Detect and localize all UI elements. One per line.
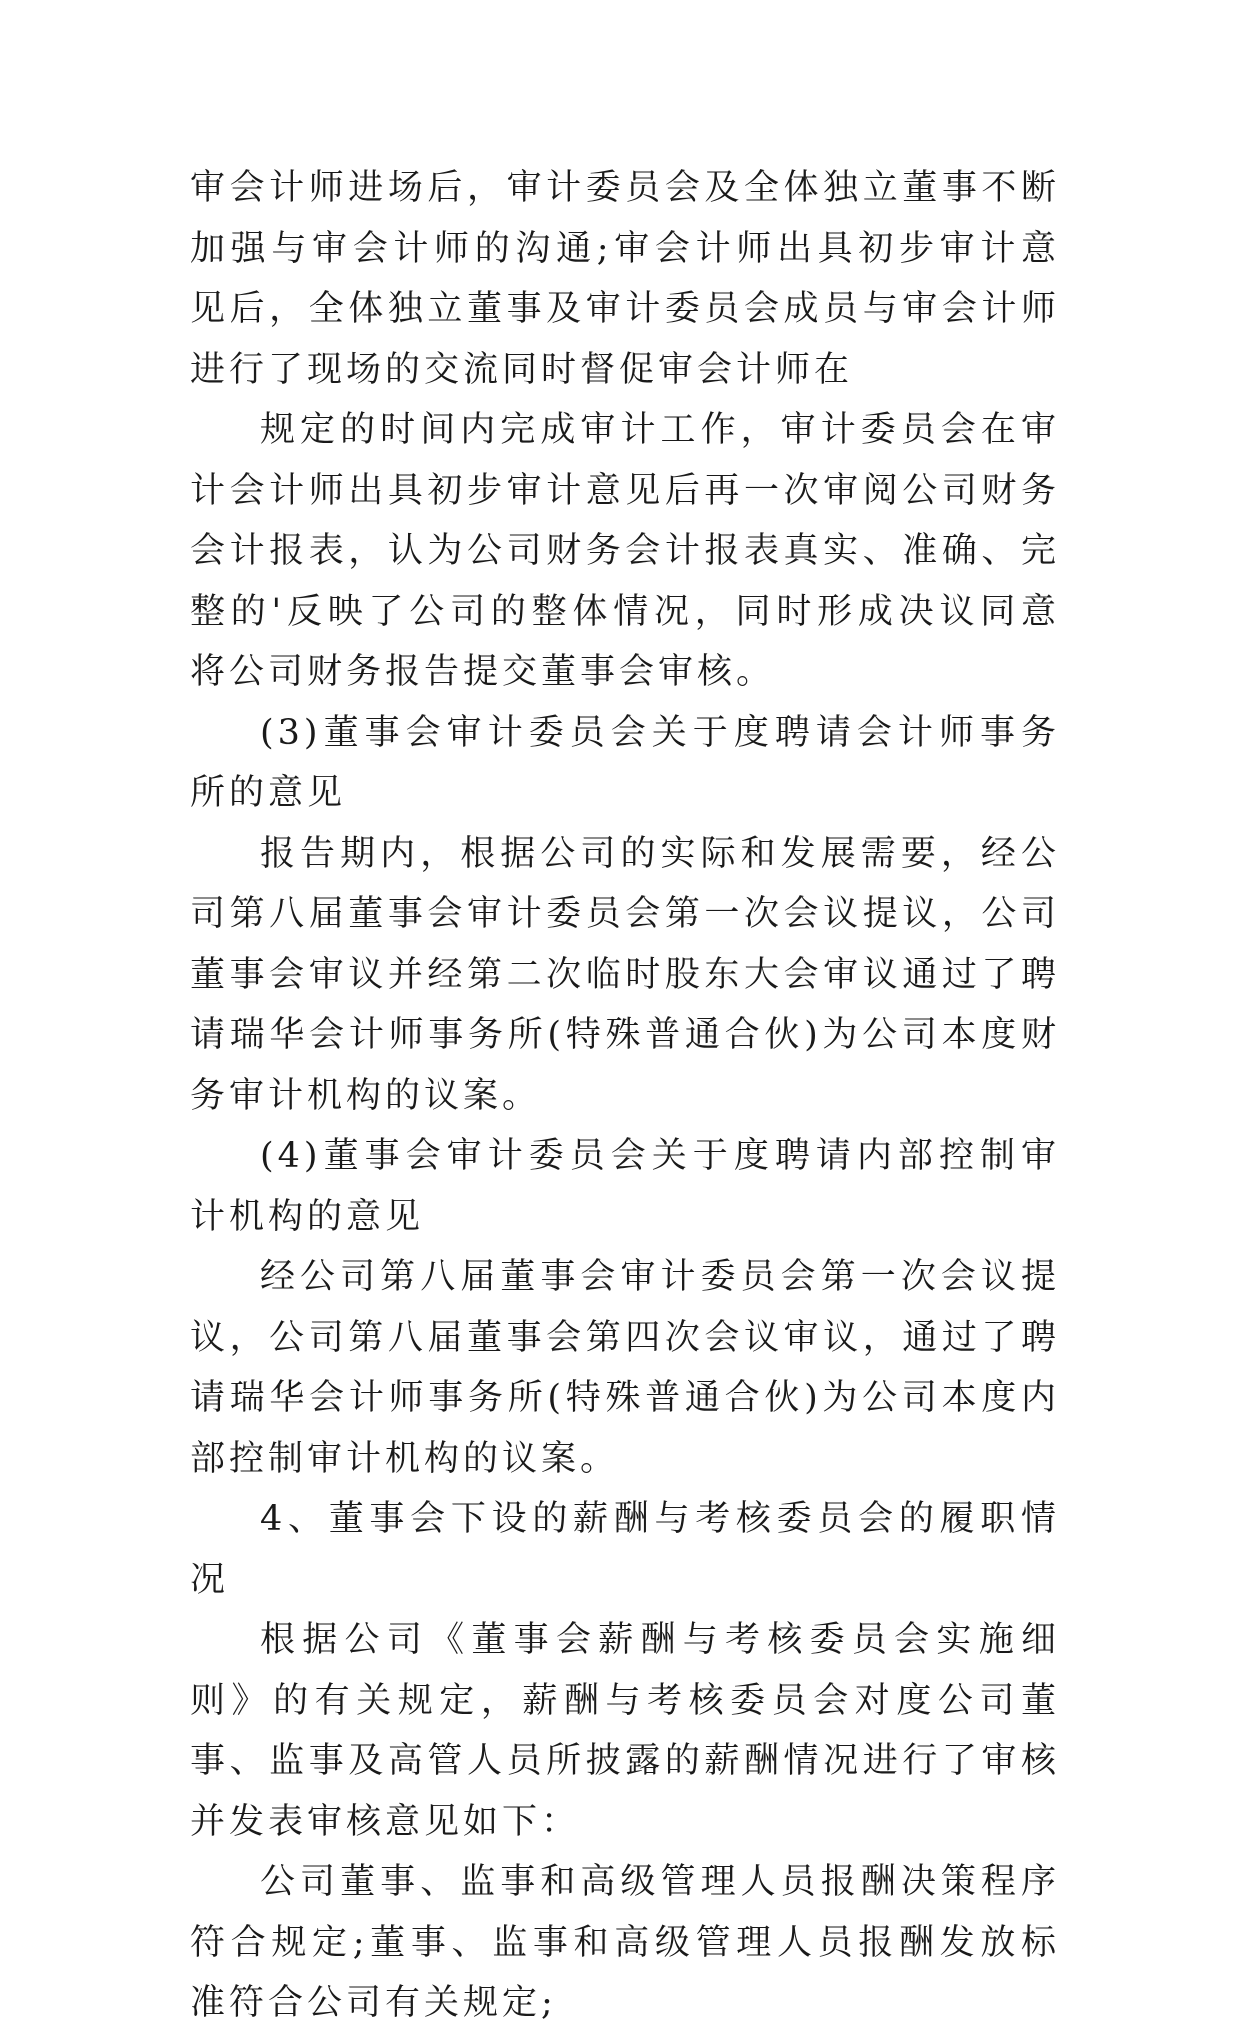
section-heading-compensation: 4、董事会下设的薪酬与考核委员会的履职情况: [190, 1499, 1060, 1600]
paragraph-6: 经公司第八届董事会审计委员会第一次会议提议，公司第八届董事会第四次会议审议，通过了聘请瑞华会计师事务所(特殊普通合伙)为公司本度内部控制审计机构的议案。: [190, 1257, 1060, 1479]
paragraph-8: 根据公司《董事会薪酬与考核委员会实施细则》的有关规定，薪酬与考核委员会对度公司董事、监事及高管人员所披露的薪酬情况进行了审核并发表审核意见如下：: [190, 1620, 1060, 1842]
paragraph-1: 审会计师进场后，审计委员会及全体独立董事不断加强与审会计师的沟通;审会计师出具初步审计意见后，全体独立董事及审计委员会成员与审会计师进行了现场的交流同时督促审会计师在: [190, 168, 1060, 390]
document-body: [190, 158, 1060, 2034]
section-heading-4: (4)董事会审计委员会关于度聘请内部控制审计机构的意见: [190, 1136, 1060, 1237]
section-heading-3: (3)董事会审计委员会关于度聘请会计师事务所的意见: [190, 712, 1060, 813]
paragraph-4: 报告期内，根据公司的实际和发展需要，经公司第八届董事会审计委员会第一次会议提议，公司董事会审议并经第二次临时股东大会审议通过了聘请瑞华会计师事务所(特殊普通合伙)为公司本度财务审计机构的议案。: [190, 833, 1060, 1116]
paragraph-9: 公司董事、监事和高级管理人员报酬决策程序符合规定;董事、监事和高级管理人员报酬发放标准符合公司有关规定;: [190, 1862, 1060, 2023]
paragraph-2: 规定的时间内完成审计工作，审计委员会在审计会计师出具初步审计意见后再一次审阅公司财务会计报表，认为公司财务会计报表真实、准确、完整的'反映了公司的整体情况，同时形成决议同意将公司财务报告提交董事会审核。: [190, 410, 1060, 692]
